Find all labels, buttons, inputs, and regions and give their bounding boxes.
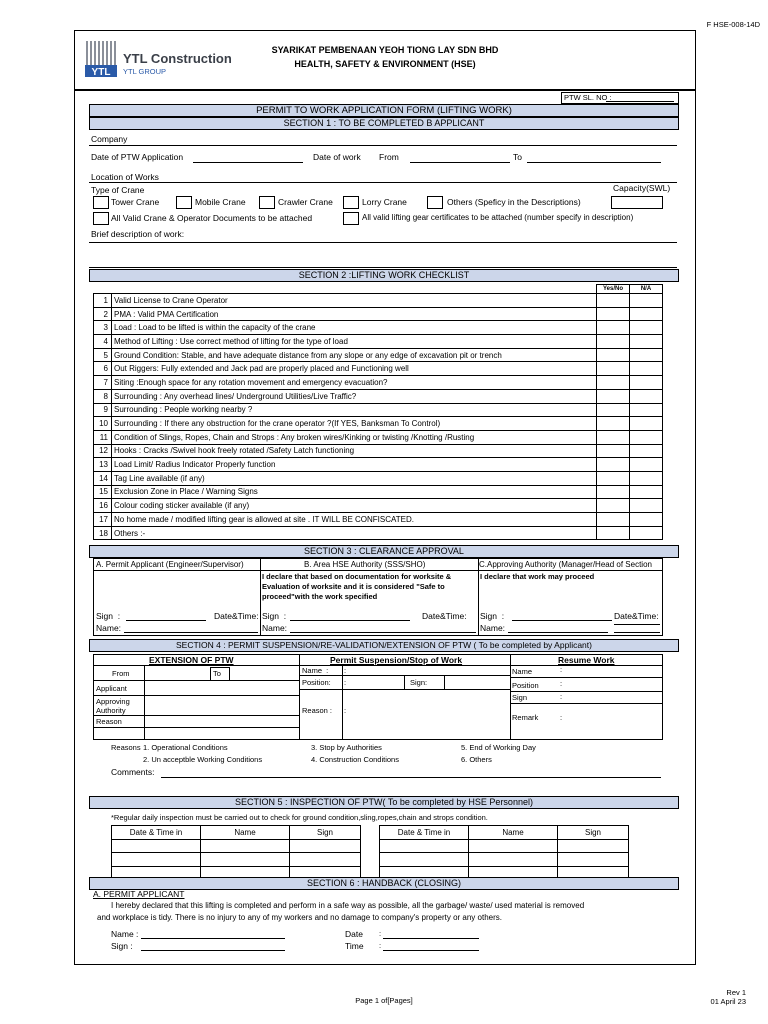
- checklist-na-cell[interactable]: [630, 389, 663, 403]
- checklist-yes-no-cell[interactable]: [597, 430, 630, 444]
- checklist-row: [94, 513, 663, 527]
- reason-4: 4. Construction Conditions: [311, 755, 399, 764]
- checklist-number: 4: [94, 335, 112, 349]
- checklist-row: [94, 499, 663, 513]
- extension-grid: EXTENSION OF PTW Permit Suspension/Stop of Work Resume Work From To Applicant Approving Authority Reason Name : : Position: : Sign: Reason : : Name : Position : Sign : Remark :: [93, 654, 663, 740]
- location-line[interactable]: [89, 182, 677, 183]
- checklist-row: [94, 376, 663, 390]
- susp-position-label: Position:: [302, 678, 331, 687]
- checklist-row: [94, 321, 663, 335]
- checklist-yes-no-cell[interactable]: [597, 499, 630, 513]
- checklist-number: 14: [94, 471, 112, 485]
- lifting-certs-checkbox[interactable]: [343, 212, 359, 225]
- susp-sign-label: Sign:: [410, 678, 428, 687]
- checklist-yes-no-cell[interactable]: [597, 294, 630, 308]
- checklist-text: Surrounding : If there any obstruction for the crane operator ?(If YES, Banksman To Control): [112, 417, 597, 431]
- inspection-col-datetime: Date & Time in: [380, 826, 469, 840]
- date-work-label: Date of work: [313, 152, 361, 162]
- inspection-col-name: Name: [469, 826, 558, 840]
- checklist-text: Siting :Enough space for any rotation movement and emergency evacuation?: [112, 376, 597, 390]
- checklist-row: [94, 430, 663, 444]
- checklist-text: Condition of Slings, Ropes, Chain and Strops : Any broken wires/Kinking or twisting /Knotting /Rusting: [112, 430, 597, 444]
- checklist-row: [94, 458, 663, 472]
- ext-from-label: From: [112, 669, 130, 678]
- checklist-text: PMA : Valid PMA Certification: [112, 307, 597, 321]
- resume-name-label: Name: [512, 667, 533, 676]
- logo-group: YTL GROUP: [123, 67, 167, 76]
- checklist-na-cell[interactable]: [630, 499, 663, 513]
- checklist-text: Load Limit/ Radius Indicator Properly function: [112, 458, 597, 472]
- reason-5: 5. End of Working Day: [461, 743, 536, 752]
- type-crane-label: Type of Crane: [91, 185, 145, 195]
- checklist-row: [94, 444, 663, 458]
- checklist-text: Surrounding : Any overhead lines/ Underground Utilities/Live Traffic?: [112, 389, 597, 403]
- checklist-text: Others :-: [112, 526, 597, 540]
- approver-datetime-label: Date&Time:: [614, 611, 659, 621]
- section2-title: SECTION 2 :LIFTING WORK CHECKLIST: [89, 269, 679, 282]
- crawler-crane-checkbox[interactable]: [259, 196, 275, 209]
- na-header: N/A: [630, 285, 663, 294]
- date-application-label: Date of PTW Application: [91, 152, 184, 162]
- to-label: To: [513, 152, 522, 162]
- company-line[interactable]: [89, 145, 677, 146]
- checklist-yes-no-cell[interactable]: [597, 362, 630, 376]
- to-input[interactable]: [527, 162, 661, 163]
- checklist-number: 17: [94, 513, 112, 527]
- checklist-number: 13: [94, 458, 112, 472]
- checklist-yes-no-cell[interactable]: [597, 403, 630, 417]
- logo-name: YTL Construction: [123, 51, 232, 66]
- checklist-text: Load : Load to be lifted is within the capacity of the crane: [112, 321, 597, 335]
- resume-position-label: Position: [512, 681, 539, 690]
- ext-reason-label: Reason: [96, 717, 122, 726]
- applicant-name-input[interactable]: [124, 632, 258, 633]
- revision-date: 01 April 23: [710, 997, 746, 1006]
- checklist-row: [94, 294, 663, 308]
- handback-declaration-2: and workplace is tidy. There is no injury to any of my workers and no damage to company's property or any others.: [97, 913, 502, 922]
- checklist-text: Out Riggers: Fully extended and Jack pad are properly placed and Functioning well: [112, 362, 597, 376]
- permit-form: PTW SL. NO : PERMIT TO WORK APPLICATION FORM (LIFTING WORK) SECTION 1 : TO BE COMPLETED B APPLICANT Company Date of PTW Application Date of work From To Location of Works Type of Crane Capacity(SWL) Tower Crane Mobile Crane Crawler Crane Lorry Crane Others (Speficy in the Descriptions) All Valid Crane & Operator Documents to be attached All valid lifting gear certificates to be attached (number specify in description) Brief description of work: SECTION 2 :LIFTING WORK CHECKLIST Yes/No N/A 1 Valid License to Crane Operator 2 PMA : Valid PMA Certification 3 Load : Load to be lifted is within the capacity of the crane 4 Method of Lifting : Use correct method of lifting for the type of load 5 Ground Condition: Stable, and have adequate distance from any slope or any edge of excavation pit or trench 6 Out Riggers: Fully extended and Jack pad are properly placed and Functioning well 7 Siting :Enough space for any rotation movement and emergency evacuation? 8 Surrounding : Any overhead lines/ Underground Utilities/Live Traffic? 9 Surrounding : People working nearby ? 10 Surrounding : If there any obstruction for the crane operator ?(If YES, Banksman To Control) 11 Condition of Slings, Ropes, Chain and Strops : Any broken wires/Kinking or twisting /Knotting /Rusting 12 Hooks : Cracks /Swivel hook freely rotated /Safety Latch functioning 13 Load Limit/ Radius Indicator Properly function 14 Tag Line available (if any) 15 Exclusion Zone in Place / Warning Signs 16 Colour coding sticker available (if any) 17 No home made / modified lifting gear is allowed at site . IT WILL BE CONFISCATED. 18 Others :- SECTION 3 : CLEARANCE APPROVAL A. Permit Applicant (Engineer/Supervisor) B. Area HSE Authority (SSS/SHO) C.Approving Authority (Manager/Head of Section I declare that based on documentation for worksite & Evaluation of worksite and it is considered "Safe to proceed"with the work specified I declare that work may proceed Sign : Date&Time: Name: Sign : Date&Time: Name: Sign : Date&Time: Name: SECTION 4 : PERMIT SUSPENSION/RE-VALIDATION/EXTENSION OF PTW ( To be completed by Applicant) EXTENSION OF PTW Permit Suspension/Stop of Work Resume Work From To Applicant Approving Authority Reason Name : : Position: : Sign: Reason : : Name : Position : Sign : Remark : Reasons 1. Operational Conditions 2. Un acceptble Working Conditions 3. Stop by Authorities 4. Construction Conditions 5. End of Working Day 6. Others Comments: SECTION 5 : INSPECTION OF PTW( To be completed by HSE Personnel) *Regular daily inspection must be carried out to check for ground condition,sling,ropes,chain and strops condition. Date & Time in Name Sign Date & Time in Name Sign SECTION 6 : HANDBACK (CLOSING) A. PERMIT APPLICANT I hereby declared that this lifting is completed and perform in a safe way as possible, all the garbage/ waste/ used material is removed and workplace is tidy. There is no injury to any of my workers and no damage to company's property or any others. Name : Sign : Date : Time :: [74, 90, 696, 965]
- handback-time-input[interactable]: [383, 950, 479, 951]
- checklist-text: Method of Lifting : Use correct method of lifting for the type of load: [112, 335, 597, 349]
- checklist-yes-no-cell[interactable]: [597, 376, 630, 390]
- checklist-yes-no-cell[interactable]: [597, 389, 630, 403]
- checklist-row: [94, 307, 663, 321]
- checklist-yes-no-cell[interactable]: [597, 513, 630, 527]
- checklist-na-cell[interactable]: [630, 458, 663, 472]
- inspection-col-sign: Sign: [558, 826, 629, 840]
- checklist-yes-no-cell[interactable]: [597, 335, 630, 349]
- others-label: Others (Speficy in the Descriptions): [447, 197, 581, 207]
- checklist-na-cell[interactable]: [630, 526, 663, 540]
- ext-approving-label: Approving Authority: [96, 697, 130, 715]
- approver-sign-label: Sign :: [480, 611, 505, 621]
- handback-declaration-1: I hereby declared that this lifting is completed and perform in a safe way as possible, all the garbage/ waste/ used material is removed: [111, 901, 585, 910]
- checklist-number: 1: [94, 294, 112, 308]
- ext-applicant-label: Applicant: [96, 684, 127, 693]
- applicant-sign-label: Sign :: [96, 611, 121, 621]
- permit-applicant-header: A. Permit Applicant (Engineer/Supervisor): [96, 560, 244, 569]
- checklist-number: 10: [94, 417, 112, 431]
- tower-crane-checkbox[interactable]: [93, 196, 109, 209]
- crane-documents-checkbox[interactable]: [93, 212, 109, 225]
- checklist-na-cell[interactable]: [630, 513, 663, 527]
- applicant-sign-input[interactable]: [126, 620, 206, 621]
- checklist-table: [93, 284, 663, 540]
- checklist-row: [94, 485, 663, 499]
- checklist-na-cell[interactable]: [630, 307, 663, 321]
- brief-description-label: Brief description of work:: [91, 229, 185, 239]
- document-number: F HSE-008-14D: [706, 20, 760, 29]
- clearance-approval-grid: [93, 558, 663, 636]
- inspection-col-datetime: Date & Time in: [112, 826, 201, 840]
- checklist-number: 11: [94, 430, 112, 444]
- company-label: Company: [91, 134, 128, 144]
- approver-name-label: Name:: [480, 623, 506, 633]
- checklist-text: Exclusion Zone in Place / Warning Signs: [112, 485, 597, 499]
- approver-sign-input[interactable]: [512, 620, 612, 621]
- tower-crane-label: Tower Crane: [111, 197, 160, 207]
- checklist-yes-no-cell[interactable]: [597, 321, 630, 335]
- approver-declaration: I declare that work may proceed: [480, 572, 595, 581]
- checklist-number: 6: [94, 362, 112, 376]
- inspection-table-right: [379, 825, 629, 881]
- checklist-na-cell[interactable]: [630, 430, 663, 444]
- brief-description-area[interactable]: [89, 267, 677, 268]
- hse-sign-label: Sign :: [262, 611, 287, 621]
- section6-title: SECTION 6 : HANDBACK (CLOSING): [89, 877, 679, 890]
- comments-label: Comments:: [111, 767, 155, 777]
- inspection-table-left: [111, 825, 361, 881]
- hse-name-label: Name:: [262, 623, 288, 633]
- checklist-number: 18: [94, 526, 112, 540]
- svg-text:YTL: YTL: [91, 67, 111, 78]
- comments-input[interactable]: [161, 777, 661, 778]
- hse-declaration: I declare that based on documentation for worksite & Evaluation of worksite and it is considered "Safe to proceed"with the work specified: [262, 572, 452, 601]
- location-label: Location of Works: [91, 172, 159, 182]
- section3-title: SECTION 3 : CLEARANCE APPROVAL: [89, 545, 679, 558]
- checklist-na-cell[interactable]: [630, 376, 663, 390]
- checklist-number: 12: [94, 444, 112, 458]
- susp-reason-label: Reason :: [302, 706, 333, 715]
- checklist-yes-no-cell[interactable]: [597, 485, 630, 499]
- revision: Rev 1: [726, 988, 746, 997]
- section4-title: SECTION 4 : PERMIT SUSPENSION/RE-VALIDATION/EXTENSION OF PTW ( To be completed by Applicant): [89, 639, 679, 652]
- hse-datetime-label: Date&Time:: [422, 611, 467, 621]
- checklist-text: Ground Condition: Stable, and have adequate distance from any slope or any edge of excavation pit or trench: [112, 348, 597, 362]
- approver-name-input[interactable]: [508, 632, 608, 633]
- checklist-yes-no-cell[interactable]: [597, 348, 630, 362]
- inspection-col-sign: Sign: [290, 826, 361, 840]
- inspection-note: *Regular daily inspection must be carried out to check for ground condition,sling,ropes,chain and strops condition.: [111, 813, 488, 822]
- handback-sign-label: Sign :: [111, 941, 133, 951]
- inspection-col-name: Name: [201, 826, 290, 840]
- company-logo: [85, 39, 232, 83]
- reason-1: 1. Operational Conditions: [143, 743, 228, 752]
- lifting-certs-label: All valid lifting gear certificates to be attached (number specify in description): [362, 213, 634, 222]
- checklist-text: Surrounding : People working nearby ?: [112, 403, 597, 417]
- checklist-na-cell[interactable]: [630, 294, 663, 308]
- resume-sign-label: Sign: [512, 693, 528, 702]
- date-application-input[interactable]: [193, 162, 303, 163]
- capacity-input[interactable]: [611, 196, 663, 209]
- from-input[interactable]: [410, 162, 510, 163]
- checklist-row: [94, 417, 663, 431]
- ptw-number-field[interactable]: [561, 92, 679, 104]
- page-number: Page 1 of[Pages]: [355, 996, 413, 1005]
- handback-date-input[interactable]: [383, 938, 479, 939]
- checklist-row: [94, 526, 663, 540]
- company-name: SYARIKAT PEMBENAAN YEOH TIONG LAY SDN BHD: [271, 45, 499, 55]
- ptw-number-label: PTW SL. NO :: [564, 93, 612, 102]
- lorry-crane-label: Lorry Crane: [362, 197, 407, 207]
- checklist-na-cell[interactable]: [630, 403, 663, 417]
- mobile-crane-checkbox[interactable]: [176, 196, 192, 209]
- checklist-row: [94, 471, 663, 485]
- hse-name-input[interactable]: [290, 632, 476, 633]
- applicant-name-label: Name:: [96, 623, 122, 633]
- checklist-na-cell[interactable]: [630, 417, 663, 431]
- reason-3: 3. Stop by Authorities: [311, 743, 382, 752]
- checklist-number: 2: [94, 307, 112, 321]
- lorry-crane-checkbox[interactable]: [343, 196, 359, 209]
- checklist-yes-no-cell[interactable]: [597, 471, 630, 485]
- checklist-number: 15: [94, 485, 112, 499]
- checklist-na-cell[interactable]: [630, 362, 663, 376]
- suspension-header: Permit Suspension/Stop of Work: [330, 655, 463, 665]
- checklist-row: [94, 403, 663, 417]
- checklist-yes-no-cell[interactable]: [597, 526, 630, 540]
- from-label: From: [379, 152, 399, 162]
- section1-title: SECTION 1 : TO BE COMPLETED B APPLICANT: [89, 117, 679, 130]
- reason-2: 2. Un acceptble Working Conditions: [143, 755, 263, 764]
- checklist-number: 5: [94, 348, 112, 362]
- form-title: PERMIT TO WORK APPLICATION FORM (LIFTING WORK): [89, 104, 679, 117]
- handback-name-label: Name :: [111, 929, 139, 939]
- checklist-yes-no-cell[interactable]: [597, 417, 630, 431]
- checklist-text: Hooks : Cracks /Swivel hook freely rotated /Safety Latch functioning: [112, 444, 597, 458]
- company-block: [225, 43, 545, 71]
- checklist-row: [94, 389, 663, 403]
- applicant-datetime-label: Date&Time:: [214, 611, 259, 621]
- hse-authority-header: B. Area HSE Authority (SSS/SHO): [304, 560, 426, 569]
- checklist-text: Valid License to Crane Operator: [112, 294, 597, 308]
- reasons-label: Reasons: [111, 743, 141, 752]
- department-name: HEALTH, SAFETY & ENVIRONMENT (HSE): [294, 59, 476, 69]
- ytl-logo-icon: [85, 39, 119, 79]
- checklist-na-cell[interactable]: [630, 471, 663, 485]
- handback-subtitle: A. PERMIT APPLICANT: [93, 889, 185, 899]
- crawler-crane-label: Crawler Crane: [278, 197, 333, 207]
- approving-authority-header: C.Approving Authority (Manager/Head of Section: [479, 560, 652, 569]
- checklist-number: 16: [94, 499, 112, 513]
- extension-header: EXTENSION OF PTW: [149, 655, 234, 665]
- checklist-na-cell[interactable]: [630, 485, 663, 499]
- checklist-number: 7: [94, 376, 112, 390]
- checklist-row: [94, 348, 663, 362]
- checklist-text: Colour coding sticker available (if any): [112, 499, 597, 513]
- handback-time-label: Time: [345, 941, 364, 951]
- others-checkbox[interactable]: [427, 196, 443, 209]
- capacity-label: Capacity(SWL): [613, 183, 671, 193]
- hse-sign-input[interactable]: [290, 620, 410, 621]
- checklist-number: 8: [94, 389, 112, 403]
- form-header: [74, 30, 696, 90]
- resume-remark-label: Remark: [512, 713, 539, 722]
- yes-no-header: Yes/No: [597, 285, 630, 294]
- checklist-text: No home made / modified lifting gear is allowed at site . IT WILL BE CONFISCATED.: [112, 513, 597, 527]
- ext-to-label: To: [213, 669, 221, 678]
- checklist-na-cell[interactable]: [630, 348, 663, 362]
- handback-name-input[interactable]: [141, 938, 285, 939]
- handback-date-label: Date: [345, 929, 363, 939]
- checklist-na-cell[interactable]: [630, 321, 663, 335]
- checklist-text: Tag Line available (if any): [112, 471, 597, 485]
- checklist-na-cell[interactable]: [630, 335, 663, 349]
- checklist-row: [94, 335, 663, 349]
- checklist-number: 9: [94, 403, 112, 417]
- checklist-yes-no-cell[interactable]: [597, 307, 630, 321]
- mobile-crane-label: Mobile Crane: [195, 197, 246, 207]
- crane-documents-label: All Valid Crane & Operator Documents to be attached: [111, 213, 313, 223]
- susp-name-label: Name :: [302, 666, 329, 675]
- checklist-yes-no-cell[interactable]: [597, 458, 630, 472]
- checklist-row: [94, 362, 663, 376]
- section5-title: SECTION 5 : INSPECTION OF PTW( To be completed by HSE Personnel): [89, 796, 679, 809]
- checklist-number: 3: [94, 321, 112, 335]
- reason-6: 6. Others: [461, 755, 492, 764]
- handback-sign-input[interactable]: [141, 950, 285, 951]
- checklist-yes-no-cell[interactable]: [597, 444, 630, 458]
- checklist-na-cell[interactable]: [630, 444, 663, 458]
- resume-header: Resume Work: [558, 655, 615, 665]
